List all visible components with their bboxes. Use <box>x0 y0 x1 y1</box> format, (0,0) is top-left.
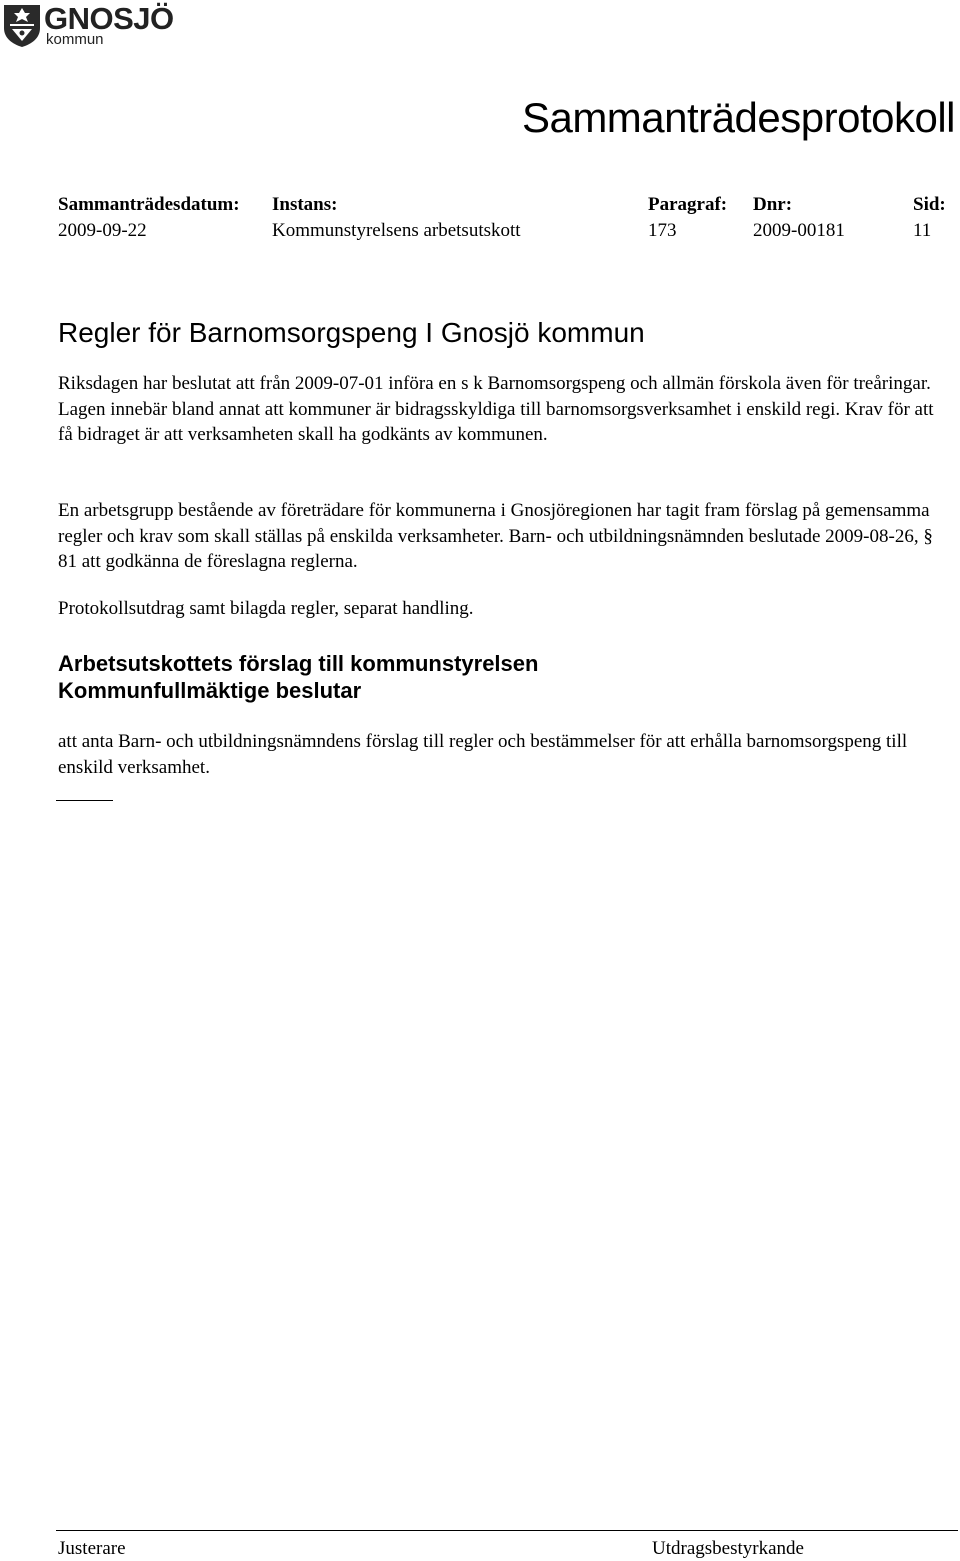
meta-date <box>58 194 240 243</box>
logo-subtitle: kommun <box>46 31 104 48</box>
proposal-heading <box>58 650 538 704</box>
municipal-crest-icon <box>2 2 42 48</box>
section-heading: Regler för Barnomsorgspeng I Gnosjö kommun <box>58 317 645 348</box>
meta-dnr-label: Dnr: <box>753 194 793 215</box>
paragraph-background: Riksdagen har beslutat att från 2009-07-01 införa en s k Barnomsorgspeng och allmän förskola även för treåringar. Lagen innebär bland annat att kommuner är bidragsskyldiga till barnomsorgsverksamhet i enskild regi. Krav för att få bidraget är att verksamheten skall ha godkänts av kommunen. <box>58 373 934 445</box>
meta-paragraf-value: 173 <box>648 220 677 241</box>
meta-instans-value: Kommunstyrelsens arbetsutskott <box>272 220 521 241</box>
footer-utdragsbestyrkande: Utdragsbestyrkande <box>652 1538 804 1559</box>
footer-divider <box>56 1530 958 1531</box>
meta-instans-label: Instans: <box>272 194 338 215</box>
page-title: Sammanträdesprotokoll <box>521 94 955 141</box>
meta-sid-label: Sid: <box>913 194 946 215</box>
logo-name: GNOSJÖ <box>44 1 174 36</box>
meta-instans <box>272 194 521 243</box>
proposal-heading-line1: Arbetsutskottets förslag till kommunstyrelsen <box>58 651 539 676</box>
proposal-text: att anta Barn- och utbildningsnämndens förslag till regler och bestämmelser för att erhålla barnomsorgspeng till enskild verksamhet. <box>58 731 908 778</box>
meta-paragraf-label: Paragraf: <box>648 194 728 215</box>
end-rule <box>56 800 113 801</box>
proposal-heading-line2: Kommunfullmäktige beslutar <box>58 678 362 703</box>
meta-sid <box>913 194 946 243</box>
meta-dnr-value: 2009-00181 <box>753 220 845 241</box>
meta-date-value: 2009-09-22 <box>58 220 147 241</box>
paragraph-attachments: Protokollsutdrag samt bilagda regler, separat handling. <box>58 598 474 619</box>
paragraph-working-group: En arbetsgrupp bestående av företrädare för kommunerna i Gnosjöregionen har tagit fram förslag på gemensamma regler och krav som skall ställas på enskilda verksamheter. Barn- och utbildningsnämnden beslutade 2009-08-26, § 81 att godkänna de föreslagna reglerna. <box>58 500 933 572</box>
gnosjo-kommun-logo <box>2 2 172 48</box>
meta-dnr <box>753 194 845 243</box>
meta-date-label: Sammanträdesdatum: <box>58 194 240 215</box>
footer-justerare: Justerare <box>58 1538 126 1559</box>
meta-sid-value: 11 <box>913 220 932 241</box>
meta-paragraf <box>648 194 727 243</box>
meeting-metadata <box>58 194 950 244</box>
